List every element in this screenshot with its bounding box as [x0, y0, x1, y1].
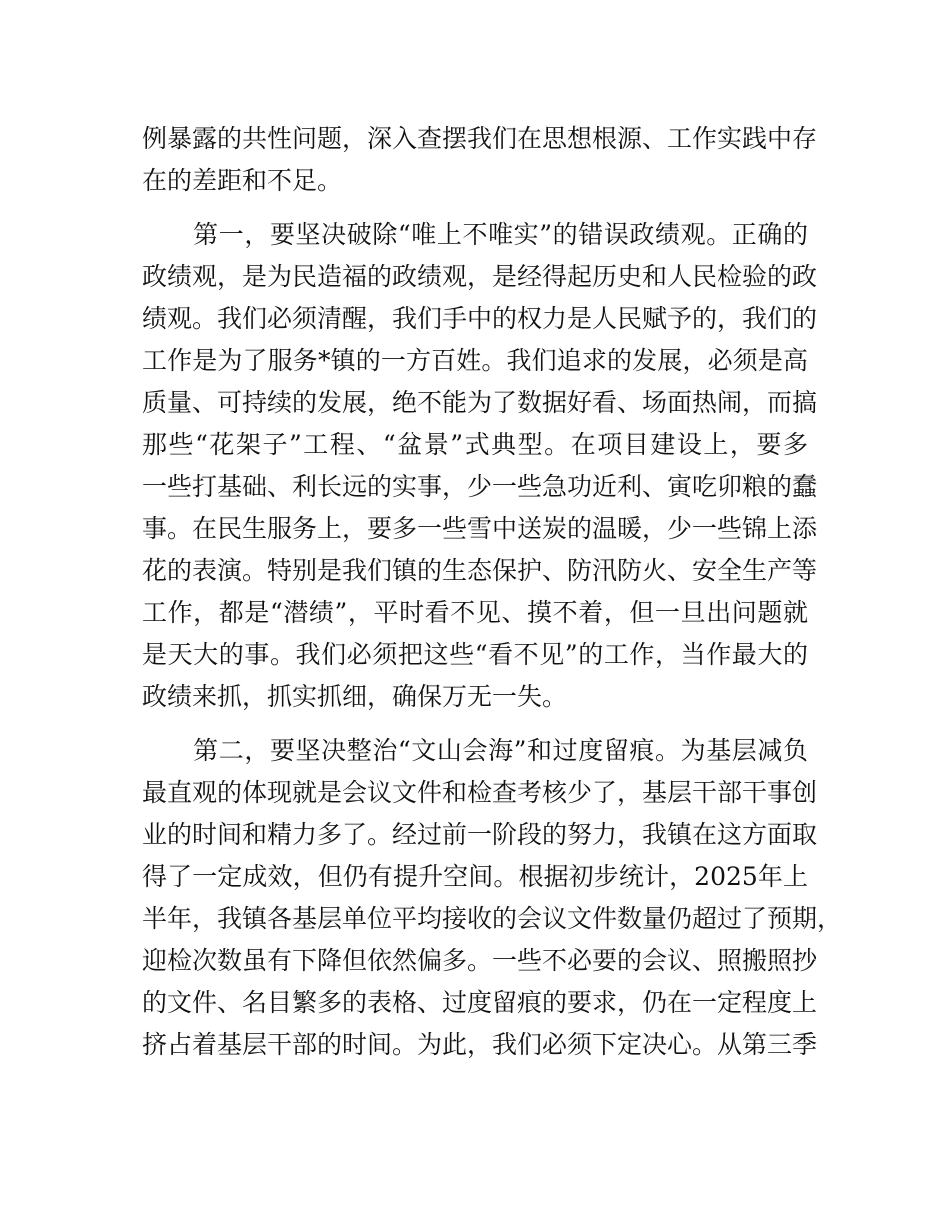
text-line: 政绩观，是为民造福的政绩观，是经得起历史和人民检验的政	[142, 262, 818, 291]
text-line: 那些“花架子”工程、“盆景”式典型。在项目建设上，要多	[142, 430, 808, 459]
text-line: 的文件、名目繁多的表格、过度留痕的要求，仍在一定程度上	[142, 988, 818, 1017]
text-line: 工作是为了服务*镇的一方百姓。我们追求的发展，必须是高	[142, 346, 808, 375]
paragraph-3	[142, 730, 843, 1066]
text-line: 是天大的事。我们必须把这些“看不见”的工作，当作最大的	[142, 640, 808, 669]
text-line: 政绩来抓，抓实抓细，确保万无一失。	[142, 682, 568, 711]
text-line: 迎检次数虽有下降但依然偏多。一些不必要的会议、照搬照抄	[142, 946, 818, 975]
text-line: 第二，要坚决整治“文山会海”和过度留痕。为基层减负	[142, 736, 808, 765]
paragraph-spacer	[142, 718, 808, 730]
text-line: 花的表演。特别是我们镇的生态保护、防汛防火、安全生产等	[142, 556, 818, 585]
text-line: 得了一定成效，但仍有提升空间。根据初步统计，2025年上	[142, 862, 808, 891]
text-line: 例暴露的共性问题，深入查摆我们在思想根源、工作实践中存	[142, 124, 818, 153]
text-line: 半年，我镇各基层单位平均接收的会议文件数量仍超过了预期，	[142, 904, 843, 933]
document-body	[142, 118, 843, 1066]
text-line: 第一，要坚决破除“唯上不唯实”的错误政绩观。正确的	[142, 220, 808, 249]
text-line: 业的时间和精力多了。经过前一阶段的努力，我镇在这方面取	[142, 820, 818, 849]
text-line: 工作，都是“潜绩”，平时看不见、摸不着，但一旦出问题就	[142, 598, 808, 627]
text-line: 最直观的体现就是会议文件和检查考核少了，基层干部干事创	[142, 778, 818, 807]
text-line: 事。在民生服务上，要多一些雪中送炭的温暖，少一些锦上添	[142, 514, 818, 543]
paragraph-spacer	[142, 202, 808, 214]
paragraph-2	[142, 214, 818, 718]
text-line: 挤占着基层干部的时间。为此，我们必须下定决心。从第三季	[142, 1030, 818, 1059]
text-line: 质量、可持续的发展，绝不能为了数据好看、场面热闹，而搞	[142, 388, 818, 417]
paragraph-1	[142, 118, 818, 202]
text-line: 一些打基础、利长远的实事，少一些急功近利、寅吃卯粮的蠢	[142, 472, 818, 501]
text-line: 绩观。我们必须清醒，我们手中的权力是人民赋予的，我们的	[142, 304, 818, 333]
text-line: 在的差距和不足。	[142, 166, 343, 195]
